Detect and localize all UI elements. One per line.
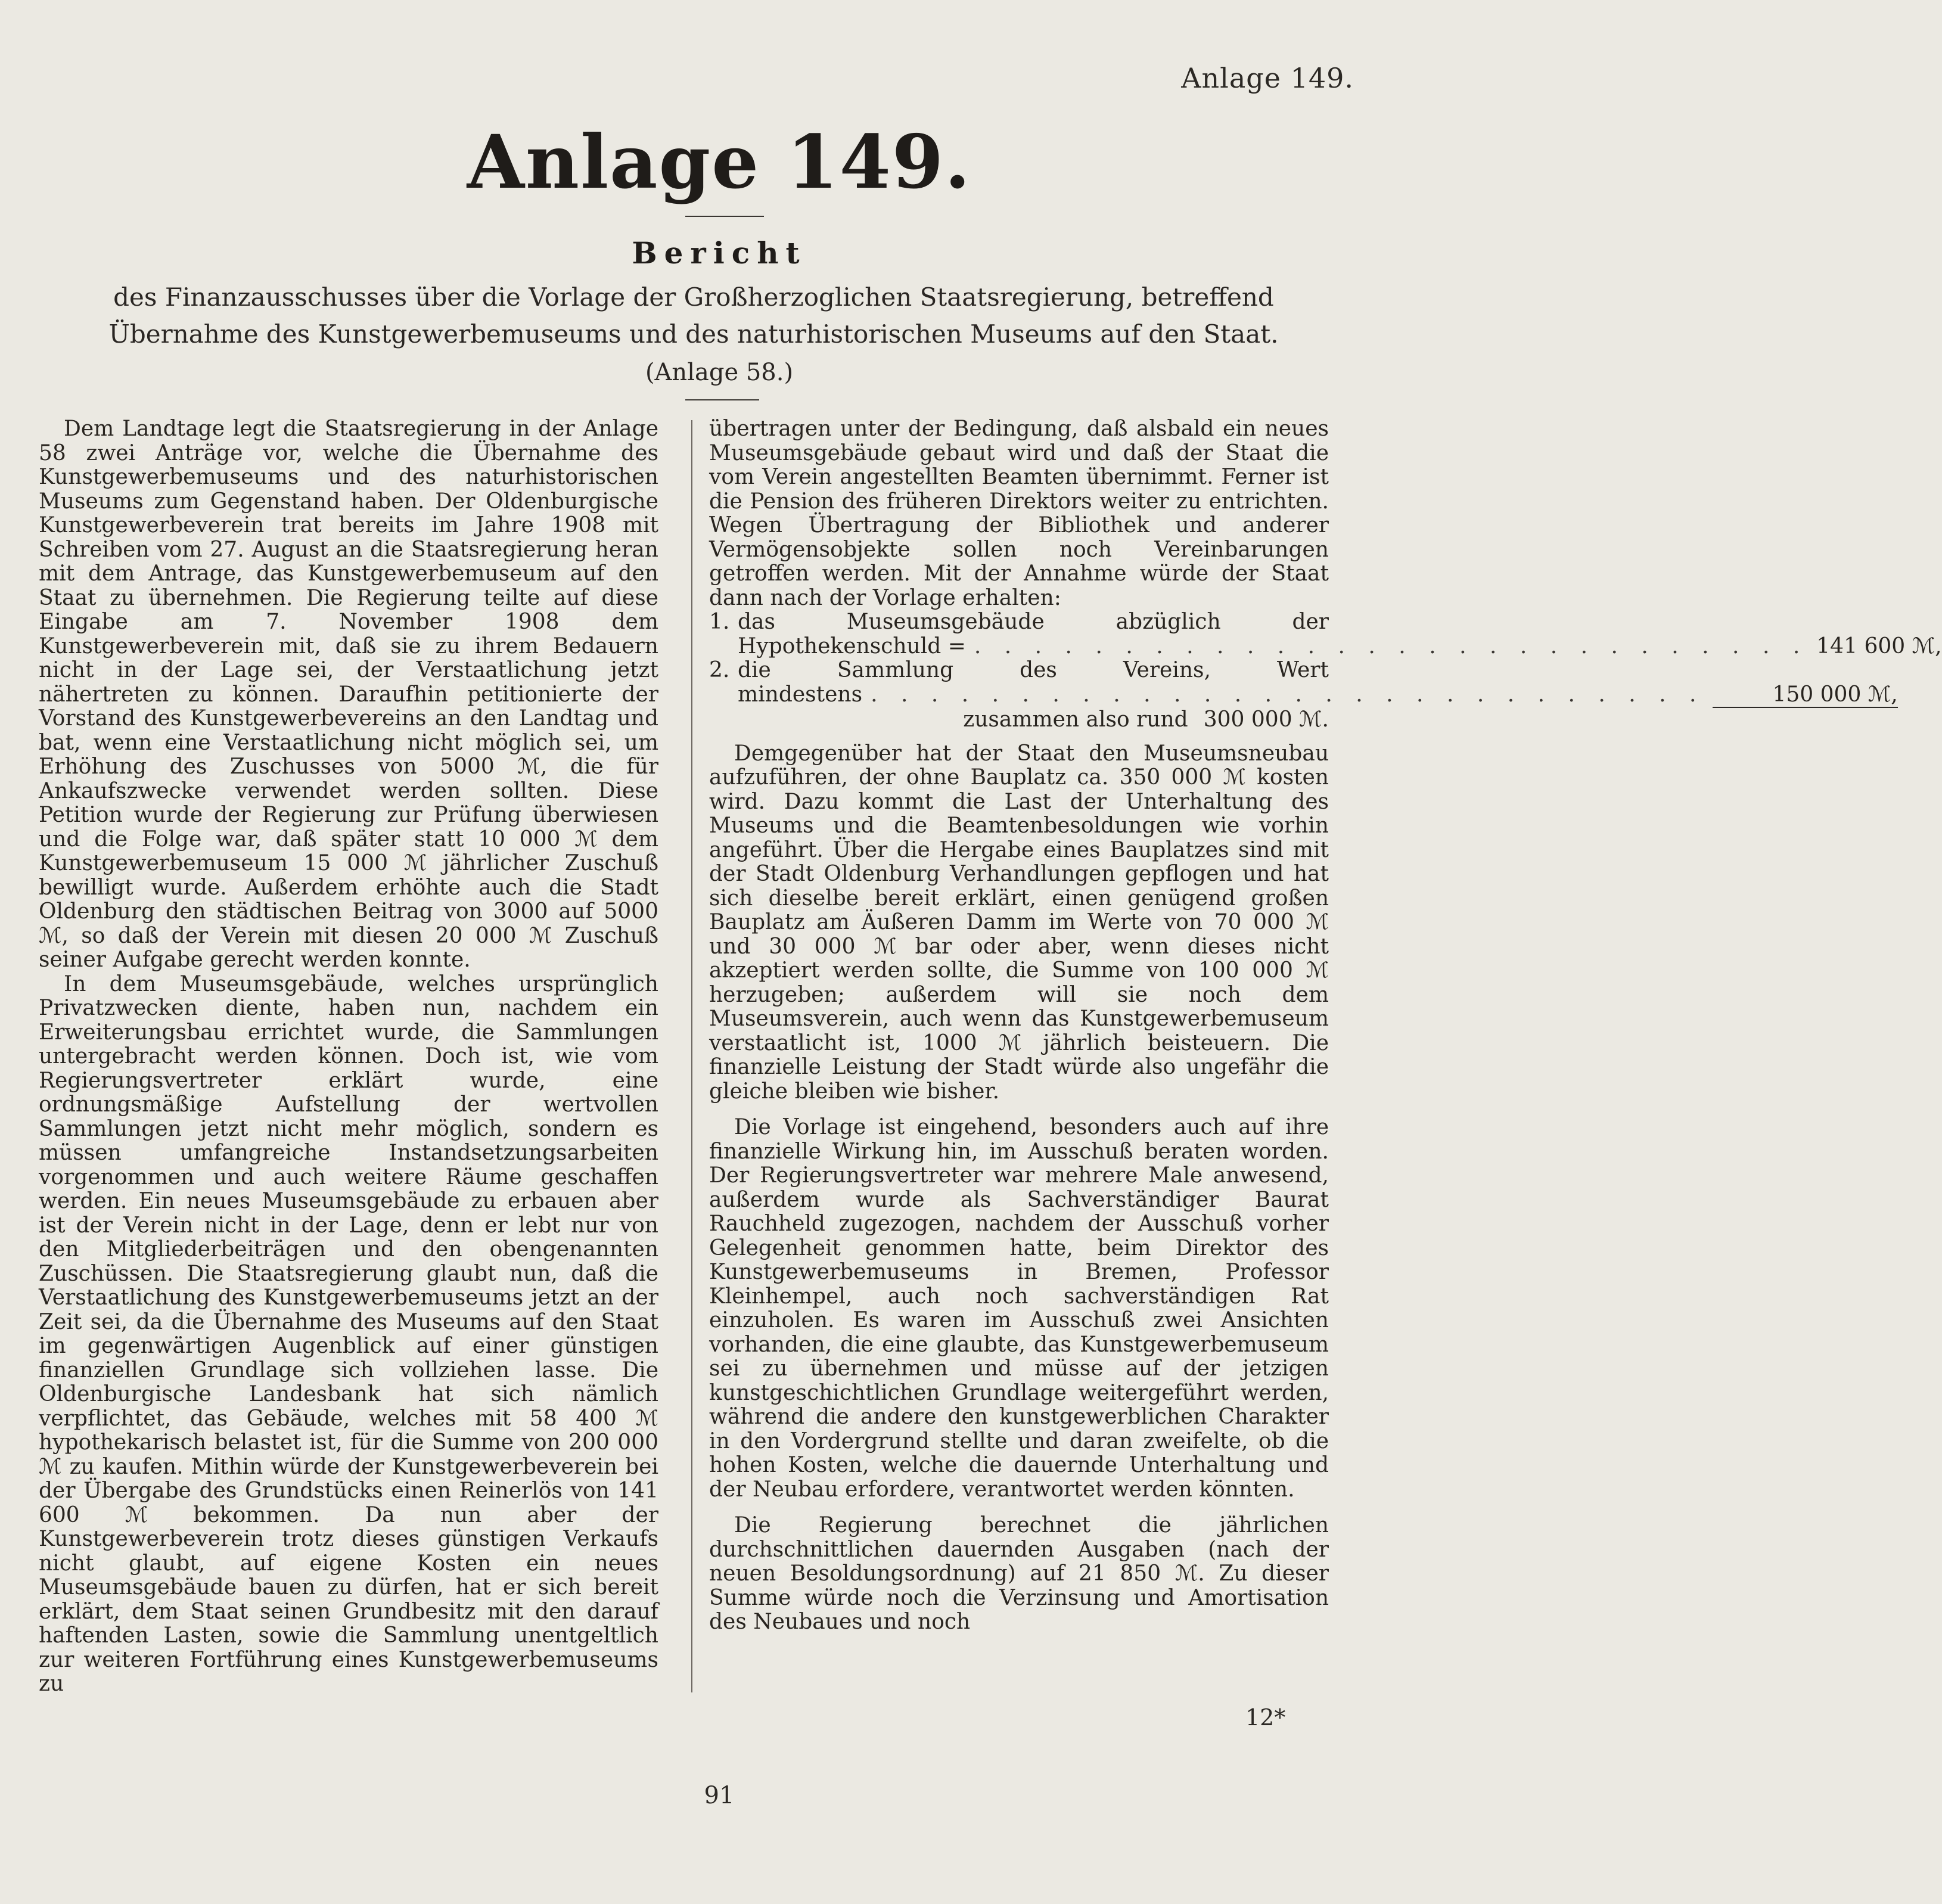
list-item-value-line [709, 682, 1898, 709]
signature-mark: 12* [1245, 1704, 1286, 1731]
leader-dots: . . . . . . . . . . . . . . . . . . . . . . . . . . . . [871, 682, 1705, 707]
paragraph: Die Vorlage ist eingehend, besonders auch auf ihre finanzielle Wirkung hin, im Ausschuß beraten worden. Der Regierungsvertreter war mehrere Male anwesend, außerdem wurde als Sachverständiger Baurat Rauchheld zugezogen, nachdem der Ausschuß vorher Gelegenheit genommen hatte, beim Direktor des Kunstgewerbemuseums in Bremen, Professor Kleinhempel, auch noch sachverständigen Rat einzuholen. Es waren im Ausschuß zwei Ansichten vorhanden, die eine glaubte, das Kunstgewerbemuseum sei zu übernehmen und müsse auf der jetzigen kunstgeschichtlichen Grundlage weitergeführt werden, während die andere den kunstgewerblichen Charakter in den Vordergrund stellte und daran zweifelte, ob die hohen Kosten, welche die dauernde Unterhaltung und der Neubau erfordere, verantwortet werden könnten. [709, 1115, 1329, 1502]
asset-list [709, 610, 1942, 732]
list-item-value-line [709, 633, 1942, 659]
paragraph: In dem Museumsgebäude, welches ursprünglich Privatzwecken diente, haben nun, nachdem ein Erweiterungsbau errichtet wurde, die Sammlungen untergebracht werden können. Doch ist, wie vom Regierungsvertreter erklärt wurde, eine ordnungsmäßige Aufstellung der wertvollen Sammlungen jetzt nicht mehr möglich, sondern es müssen umfangreiche Instandsetzungsarbeiten vorgenommen und auch weitere Räume geschaffen werden. Ein neues Museumsgebäude zu erbauen aber ist der Verein nicht in der Lage, denn er lebt nur von den Mitgliederbeiträgen und den obengenannten Zuschüssen. Die Staatsregierung glaubt nun, daß die Verstaatlichung des Kunstgewerbemuseums jetzt an der Zeit sei, da die Übernahme des Museums auf den Staat im gegenwärtigen Augenblick auf einer günstigen finanziellen Grundlage sich vollziehen lasse. Die Oldenburgische Landesbank hat sich nämlich verpflichtet, das Gebäude, welches mit 58 400 ℳ hypothekarisch belastet ist, für die Summe von 200 000 ℳ zu kaufen. Mithin würde der Kunstgewerbeverein bei der Übergabe des Grundstücks einen Reinerlös von 141 600 ℳ bekommen. Da nun aber der Kunstgewerbeverein trotz dieses günstigen Verkaufs nicht glaubt, auf eigene Kosten ein neues Museumsgebäude bauen zu dürfen, hat er sich bereit erklärt, dem Staat seinen Grundbesitz mit den darauf haftenden Lasten, sowie die Sammlung unentgeltlich zur weiteren Fortführung eines Kunstgewerbemuseums zu [39, 971, 658, 1696]
word: abzüglich [1116, 610, 1221, 634]
list-item [709, 659, 1329, 683]
list-item [709, 610, 1329, 635]
word: die [738, 658, 771, 682]
document-title: Anlage 149. [467, 119, 972, 206]
paragraph: Demgegenüber hat der Staat den Museumsneubau aufzuführen, der ohne Bauplatz ca. 350 000 ℳ kosten wird. Dazu kommt die Last der Unterhaltung des Museums und die Beamtenbesoldungen wie vorhin angeführt. Über die Hergabe eines Bauplatzes sind mit der Stadt Oldenburg Verhandlungen gepflogen und hat sich dieselbe bereit erklärt, einen genügend großen Bauplatz am Äußeren Damm im Werte von 70 000 ℳ und 30 000 ℳ bar oder aber, wenn dieses nicht akzeptiert werden sollte, die Summe von 100 000 ℳ herzugeben; außerdem will sie noch dem Museumsverein, auch wenn das Kunstgewerbemuseum verstaatlicht ist, 1000 ℳ jährlich beisteuern. Die finanzielle Leistung der Stadt würde also ungefähr die gleiche bleiben wie bisher. [709, 741, 1329, 1104]
report-heading: Bericht [632, 235, 807, 271]
column-divider [691, 420, 692, 1692]
list-item-amount: 150 000 ℳ, [1713, 683, 1897, 709]
page-number: 91 [704, 1782, 735, 1809]
title-divider [685, 216, 764, 217]
left-column [39, 417, 658, 1697]
reference-note: (Anlage 58.) [645, 359, 794, 386]
word: das [738, 610, 775, 634]
list-item-text [738, 610, 1329, 635]
total-line [709, 708, 1329, 732]
word: der [1292, 610, 1329, 634]
word: Museumsgebäude [846, 610, 1045, 634]
word: Vereins, [1123, 658, 1211, 682]
reference-divider [685, 399, 759, 400]
word: des [1020, 658, 1057, 682]
total-label: zusammen also rund [963, 707, 1188, 732]
paragraph: Dem Landtage legt die Staatsregierung in der Anlage 58 zwei Anträge vor, welche die Übernahme des Kunstgewerbemuseums und des naturhistorischen Museums zum Gegenstand haben. Der Oldenburgische Kunstgewerbeverein trat bereits im Jahre 1908 mit Schreiben vom 27. August an die Staatsregierung heran mit dem Antrage, das Kunstgewerbemuseum auf den Staat zu übernehmen. Die Regierung teilte auf diese Eingabe am 7. November 1908 dem Kunstgewerbeverein mit, daß sie zu ihrem Bedauern nicht in der Lage sei, der Verstaatlichung jetzt nähertreten zu können. Daraufhin petitionierte der Vorstand des Kunstgewerbevereins an den Landtag und bat, wenn eine Verstaatlichung nicht möglich sei, um Erhöhung des Zuschusses von 5000 ℳ, die für Ankaufszwecke verwendet werden sollten. Diese Petition wurde der Regierung zur Prüfung überwiesen und die Folge war, daß später statt 10 000 ℳ dem Kunstgewerbemuseum 15 000 ℳ jährlicher Zuschuß bewilligt wurde. Außerdem erhöhte auch die Stadt Oldenburg den städtischen Beitrag von 3000 auf 5000 ℳ, so daß der Verein mit diesen 20 000 ℳ Zuschuß seiner Aufgabe gerecht werden konnte. [39, 417, 658, 972]
list-number: 2. [709, 658, 730, 682]
list-number: 1. [709, 610, 730, 634]
right-column [709, 417, 1942, 1635]
list-item-amount: 141 600 ℳ, [1816, 633, 1942, 659]
word: Sammlung [837, 658, 954, 682]
paragraph: Die Regierung berechnet die jährlichen durchschnittlichen dauernden Ausgaben (nach der neuen Besoldungsordnung) auf 21 850 ℳ. Zu dieser Summe würde noch die Verzinsung und Amortisation des Neubaues und noch [709, 1513, 1329, 1634]
word: Wert [1276, 658, 1329, 682]
list-item-label: mindestens [738, 682, 863, 707]
list-item-text [738, 659, 1329, 683]
list-item-label: Hypothekenschuld = [738, 633, 966, 659]
report-subtitle: des Finanzausschusses über die Vorlage der Großherzoglichen Staatsregierung, betreffend Übernahme des Kunstgewerbemuseums und des naturhistorischen Museums auf den Staat. [108, 282, 1279, 349]
paragraph: übertragen unter der Bedingung, daß alsbald ein neues Museumsgebäude gebaut wird und daß der Staat die vom Verein angestellten Beamten übernimmt. Ferner ist die Pension des früheren Direktors weiter zu entrichten. Wegen Übertragung der Bibliothek und anderer Vermögensobjekte sollen noch Vereinbarungen getroffen werden. Mit der Annahme würde der Staat dann nach der Vorlage erhalten: [709, 417, 1329, 610]
leader-dots: . . . . . . . . . . . . . . . . . . . . . . . . . . . . [974, 633, 1809, 659]
total-amount: 300 000 ℳ. [1203, 707, 1329, 732]
running-head: Anlage 149. [1181, 62, 1354, 94]
